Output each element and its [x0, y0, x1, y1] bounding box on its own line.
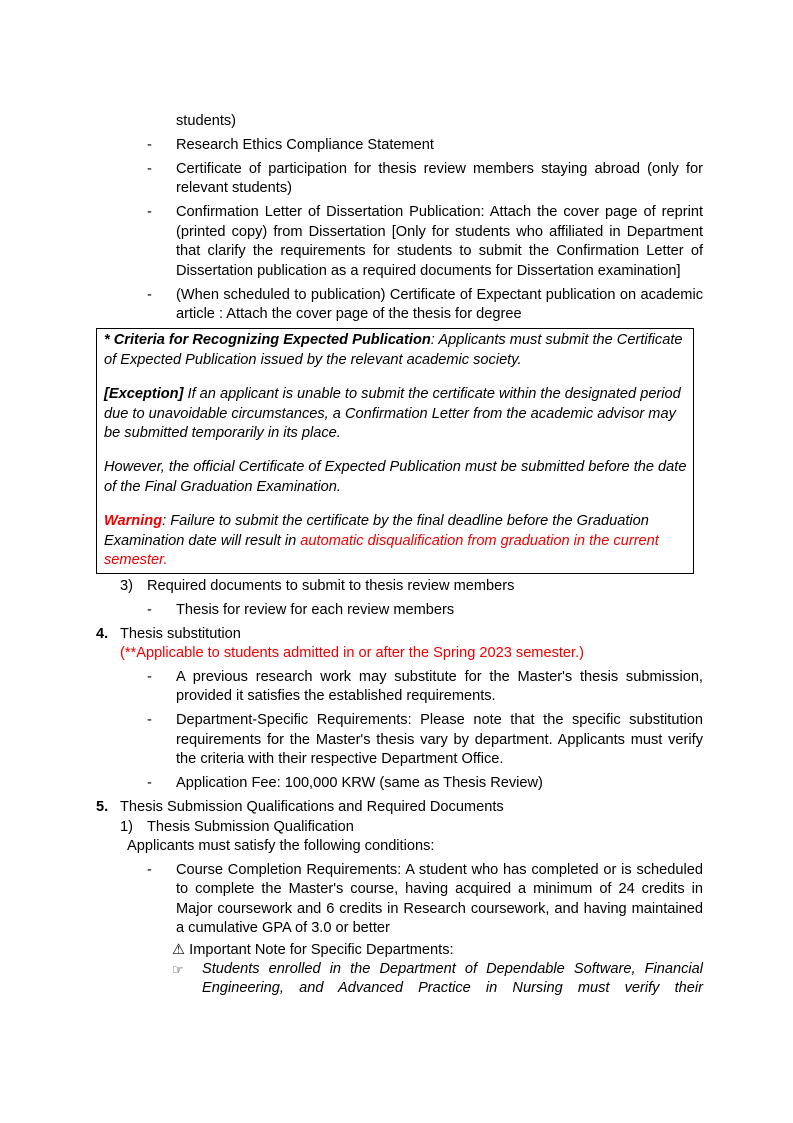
warning-label: Warning: [104, 513, 163, 530]
list-item-continuation: [96, 112, 703, 131]
exception-label: [Exception]: [104, 386, 184, 403]
dash-bullet: -: [147, 161, 152, 177]
pointer-note: [96, 960, 703, 999]
list-item-text: Department-Specific Requirements: Please note that the specific substitution requirements for the Master's thesis vary by department. Applicants must verify the criteria with their respective Department Office.: [176, 712, 703, 768]
dash-bullet: -: [147, 137, 152, 153]
dash-bullet: -: [147, 712, 152, 729]
list-item: [96, 286, 703, 325]
section-5-title: Thesis Submission Qualifications and Required Documents: [120, 799, 504, 816]
list-item: [96, 160, 703, 199]
list-item: [96, 774, 703, 793]
list-item: [96, 203, 703, 281]
list-item: [96, 668, 703, 707]
section-4-number: 4.: [96, 625, 109, 642]
section-3-heading: [96, 577, 703, 596]
list-item: [96, 136, 703, 155]
dash-bullet: -: [147, 601, 152, 618]
list-item-text: Certificate of participation for thesis review members staying abroad (only for relevant students): [176, 161, 703, 197]
sub-section-number: 1): [120, 818, 133, 835]
criteria-paragraph: [104, 331, 687, 370]
warning-triangle-icon: ⚠: [172, 940, 186, 958]
warning-red-text: automatic disqualification from graduation in the current semester.: [104, 532, 659, 569]
important-note: [96, 940, 703, 960]
section-5-heading: [96, 798, 703, 817]
criteria-heading: * Criteria for Recognizing Expected Publication: [104, 332, 431, 349]
intro-text: Applicants must satisfy the following conditions:: [127, 837, 435, 854]
list-item: [96, 861, 703, 939]
section-4-title: Thesis substitution: [120, 625, 241, 642]
exception-text: If an applicant is unable to submit the certificate within the designated period due to unavoidable circumstances, a Confirmation Letter from the academic advisor may be submitted temporarily in its place.: [104, 386, 681, 442]
section-4-heading: [96, 625, 703, 644]
dash-bullet: -: [147, 204, 152, 221]
dash-bullet: -: [147, 775, 152, 792]
red-note-text: (**Applicable to students admitted in or after the Spring 2023 semester.): [120, 644, 585, 661]
list-item-text: Research Ethics Compliance Statement: [176, 137, 434, 153]
qualification-intro: [96, 837, 703, 856]
list-item-text: Confirmation Letter of Dissertation Publication: Attach the cover page of reprint (printed copy) from Dissertation [Only for students who affiliated in Department that clarify the requirements for students to submit the Confirmation Letter of Dissertation publication as a required documents for Dissertation examination]: [176, 204, 703, 279]
dash-bullet: -: [147, 286, 152, 303]
dash-bullet: -: [147, 668, 152, 685]
list-item-text: (When scheduled to publication) Certificate of Expectant publication on academic article : Attach the cover page of the thesis for degree: [176, 286, 703, 323]
continuation-text: students): [176, 113, 237, 129]
list-item-text: Course Completion Requirements: A student who has completed or is scheduled to complete the Master's course, having acquired a minimum of 24 credits in Major coursework and 6 credits in Research coursework, and having maintained a cumulative GPA of 3.0 or better: [176, 861, 703, 937]
section-3-title: Required documents to submit to thesis review members: [147, 577, 515, 594]
document-page: [96, 0, 703, 999]
criteria-text: : Applicants must submit the Certificate of Expected Publication issued by the relevant academic society.: [104, 332, 683, 368]
pointer-note-text: Students enrolled in the Department of Dependable Software, Financial Engineering, and Advanced Practice in Nursing must verify their: [202, 960, 703, 997]
pointing-hand-icon: ☞: [172, 962, 184, 978]
however-text: However, the official Certificate of Expected Publication must be submitted before the date of the Final Graduation Examination.: [104, 459, 687, 495]
warning-text: : Failure to submit the certificate by the final deadline before the Graduation Examination date will result in: [104, 513, 649, 549]
section-5-number: 5.: [96, 799, 109, 816]
dash-bullet: -: [147, 861, 152, 878]
however-paragraph: [104, 458, 687, 497]
list-item: [96, 711, 703, 769]
list-item: [96, 601, 703, 620]
list-item-text: Application Fee: 100,000 KRW (same as Thesis Review): [176, 775, 543, 792]
section-3-number: 3): [120, 577, 133, 594]
warning-paragraph: [104, 512, 687, 570]
expected-publication-note-box: [96, 328, 694, 573]
list-item-text: Thesis for review for each review members: [176, 601, 455, 618]
exception-paragraph: [104, 385, 687, 443]
important-note-text: Important Note for Specific Departments:: [189, 941, 454, 958]
sub-section-title: Thesis Submission Qualification: [147, 818, 354, 835]
section-5-sub-heading: [96, 818, 703, 837]
list-item-text: A previous research work may substitute for the Master's thesis submission, provided it satisfies the established requirements.: [176, 668, 703, 705]
section-4-red-note: [96, 644, 703, 663]
